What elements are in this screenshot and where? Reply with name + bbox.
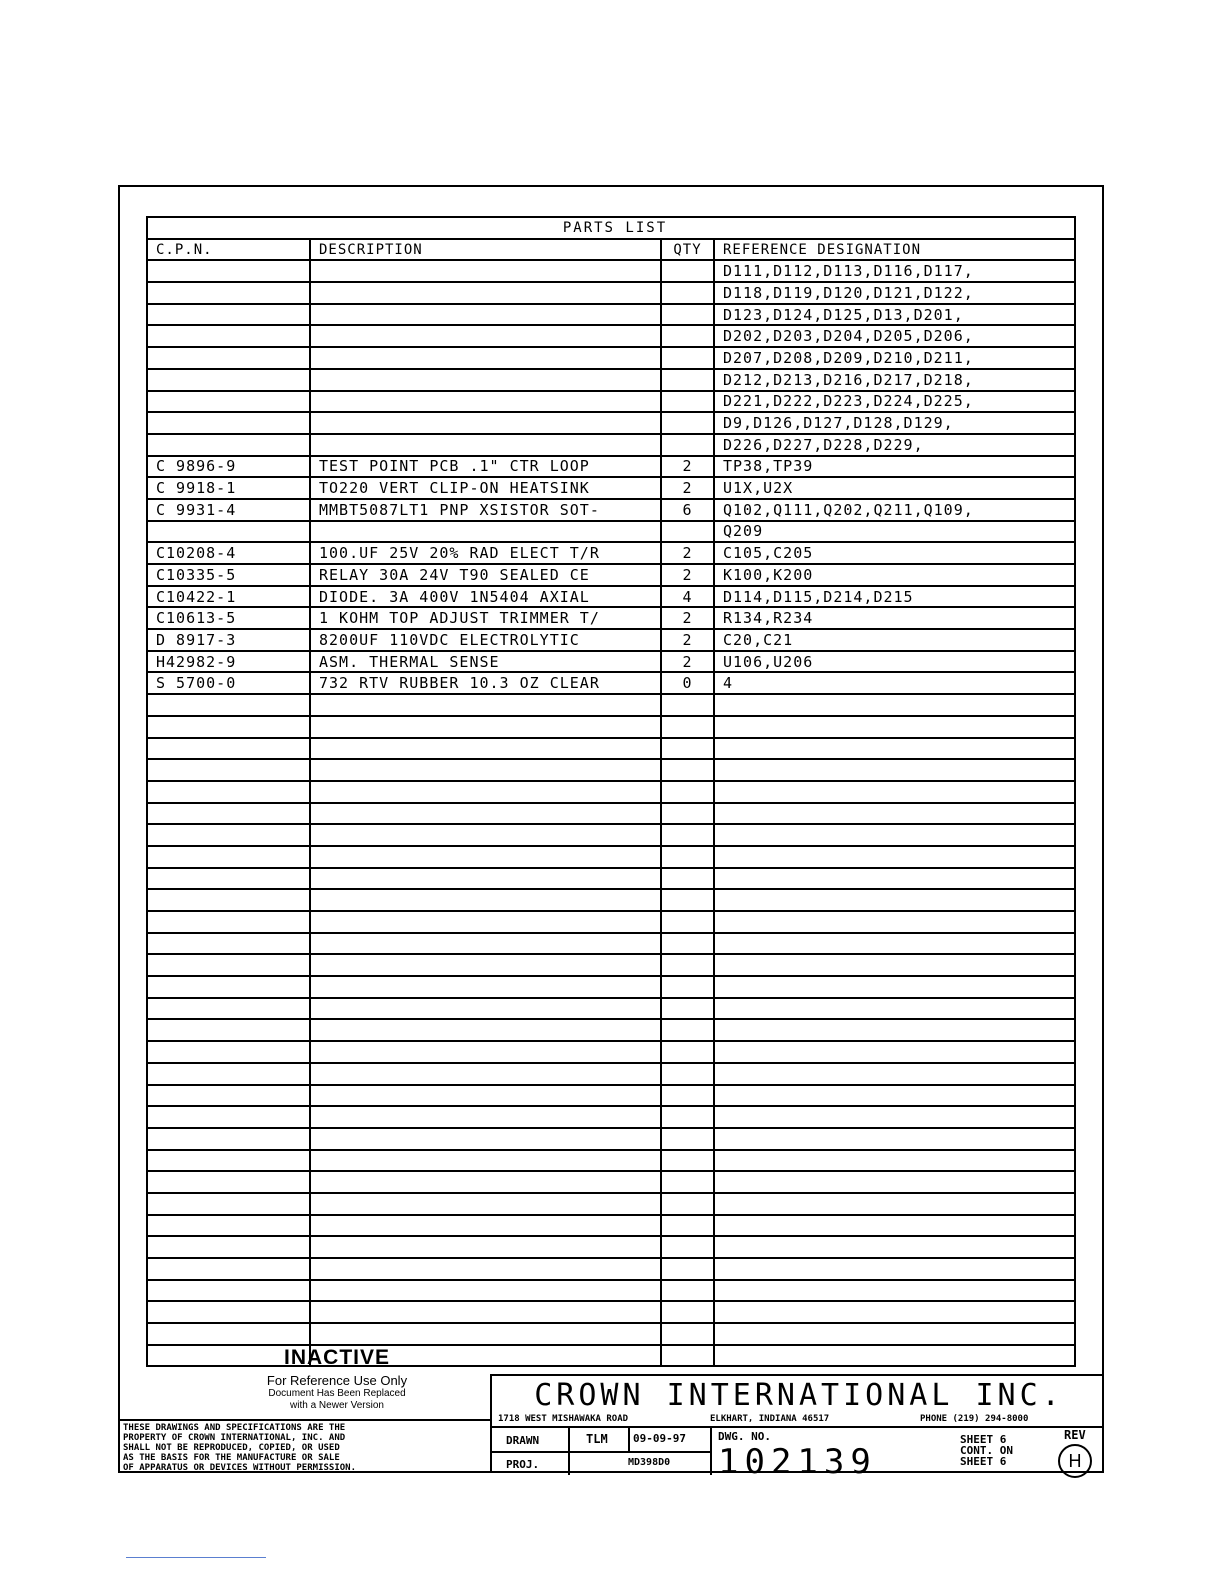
empty-cell bbox=[310, 889, 661, 911]
empty-table-row bbox=[147, 716, 1075, 738]
cell-qty bbox=[661, 434, 714, 456]
table-row bbox=[147, 434, 1075, 456]
empty-table-row bbox=[147, 1301, 1075, 1323]
table-row bbox=[147, 586, 1075, 608]
cell-qty: 2 bbox=[661, 651, 714, 673]
cell-reference: D9,D126,D127,D128,D129, bbox=[714, 412, 1075, 434]
empty-cell bbox=[310, 1041, 661, 1063]
rev-label: REV bbox=[1064, 1428, 1086, 1442]
empty-cell bbox=[714, 998, 1075, 1020]
drawn-by-cell bbox=[570, 1428, 630, 1452]
cell-description: 732 RTV RUBBER 10.3 OZ CLEAR bbox=[310, 672, 661, 694]
empty-cell bbox=[310, 846, 661, 868]
empty-cell bbox=[147, 738, 310, 760]
empty-cell bbox=[661, 954, 714, 976]
title-block-grid bbox=[490, 1426, 1104, 1482]
empty-cell bbox=[661, 1345, 714, 1367]
empty-table-row bbox=[147, 846, 1075, 868]
empty-cell bbox=[714, 1301, 1075, 1323]
empty-table-row bbox=[147, 824, 1075, 846]
drawn-label: DRAWN bbox=[506, 1434, 540, 1447]
empty-cell bbox=[147, 1085, 310, 1107]
empty-table-row bbox=[147, 868, 1075, 890]
cell-description bbox=[310, 412, 661, 434]
cell-cpn: C10422-1 bbox=[147, 586, 310, 608]
empty-cell bbox=[661, 803, 714, 825]
empty-cell bbox=[661, 1193, 714, 1215]
cell-qty bbox=[661, 325, 714, 347]
cell-reference: U1X,U2X bbox=[714, 477, 1075, 499]
cell-cpn bbox=[147, 412, 310, 434]
cell-description bbox=[310, 260, 661, 282]
empty-table-row bbox=[147, 1106, 1075, 1128]
cell-description bbox=[310, 434, 661, 456]
empty-cell bbox=[310, 1280, 661, 1302]
cell-cpn: D 8917-3 bbox=[147, 629, 310, 651]
cell-cpn: C 9896-9 bbox=[147, 456, 310, 478]
cell-cpn bbox=[147, 325, 310, 347]
footer-rule bbox=[126, 1557, 266, 1558]
empty-cell bbox=[310, 933, 661, 955]
empty-cell bbox=[714, 1041, 1075, 1063]
cell-cpn: C10335-5 bbox=[147, 564, 310, 586]
table-row bbox=[147, 629, 1075, 651]
empty-cell bbox=[310, 1150, 661, 1172]
company-street: 1718 WEST MISHAWAKA ROAD bbox=[498, 1414, 629, 1424]
table-row bbox=[147, 282, 1075, 304]
empty-cell bbox=[661, 911, 714, 933]
empty-table-row bbox=[147, 738, 1075, 760]
empty-cell bbox=[310, 1063, 661, 1085]
empty-cell bbox=[310, 1236, 661, 1258]
cell-cpn bbox=[147, 260, 310, 282]
company-name: CROWN INTERNATIONAL INC. bbox=[534, 1378, 1064, 1413]
empty-cell bbox=[661, 1236, 714, 1258]
header-description: DESCRIPTION bbox=[310, 239, 661, 261]
proj-label: PROJ. bbox=[506, 1458, 540, 1471]
cell-cpn: S 5700-0 bbox=[147, 672, 310, 694]
empty-table-row bbox=[147, 781, 1075, 803]
empty-table-row bbox=[147, 1215, 1075, 1237]
empty-table-row bbox=[147, 1258, 1075, 1280]
empty-cell bbox=[147, 1128, 310, 1150]
empty-cell bbox=[310, 1019, 661, 1041]
table-row bbox=[147, 542, 1075, 564]
empty-table-row bbox=[147, 889, 1075, 911]
cell-reference: D123,D124,D125,D13,D201, bbox=[714, 304, 1075, 326]
empty-cell bbox=[310, 738, 661, 760]
empty-cell bbox=[661, 933, 714, 955]
empty-cell bbox=[714, 1019, 1075, 1041]
cell-qty: 2 bbox=[661, 629, 714, 651]
table-row bbox=[147, 456, 1075, 478]
empty-cell bbox=[714, 694, 1075, 716]
empty-cell bbox=[714, 1215, 1075, 1237]
cell-qty bbox=[661, 282, 714, 304]
empty-cell bbox=[147, 716, 310, 738]
cell-reference: U106,U206 bbox=[714, 651, 1075, 673]
empty-table-row bbox=[147, 694, 1075, 716]
notice-line: PROPERTY OF CROWN INTERNATIONAL, INC. AND bbox=[123, 1433, 346, 1443]
empty-cell bbox=[661, 868, 714, 890]
empty-cell bbox=[147, 1041, 310, 1063]
empty-cell bbox=[147, 933, 310, 955]
cell-qty bbox=[661, 304, 714, 326]
cell-description: MMBT5087LT1 PNP XSISTOR SOT- bbox=[310, 499, 661, 521]
cell-description bbox=[310, 347, 661, 369]
empty-cell bbox=[661, 1301, 714, 1323]
empty-cell bbox=[661, 1019, 714, 1041]
empty-cell bbox=[310, 1085, 661, 1107]
empty-cell bbox=[661, 889, 714, 911]
empty-cell bbox=[661, 1280, 714, 1302]
empty-table-row bbox=[147, 759, 1075, 781]
cell-reference: D118,D119,D120,D121,D122, bbox=[714, 282, 1075, 304]
empty-cell bbox=[147, 759, 310, 781]
table-row bbox=[147, 260, 1075, 282]
cell-reference: D226,D227,D228,D229, bbox=[714, 434, 1075, 456]
empty-cell bbox=[310, 976, 661, 998]
drawing-number: 102139 bbox=[718, 1442, 877, 1482]
sheet-line: SHEET 6 bbox=[960, 1455, 1007, 1468]
header-reference: REFERENCE DESIGNATION bbox=[714, 239, 1075, 261]
cell-reference: TP38,TP39 bbox=[714, 456, 1075, 478]
cell-cpn bbox=[147, 521, 310, 543]
empty-cell bbox=[714, 846, 1075, 868]
cell-description bbox=[310, 304, 661, 326]
empty-cell bbox=[147, 1171, 310, 1193]
cell-reference: R134,R234 bbox=[714, 607, 1075, 629]
empty-table-row bbox=[147, 1280, 1075, 1302]
cell-reference: D207,D208,D209,D210,D211, bbox=[714, 347, 1075, 369]
empty-cell bbox=[310, 1323, 661, 1345]
cell-reference: C105,C205 bbox=[714, 542, 1075, 564]
inactive-label: INACTIVE bbox=[283, 1346, 390, 1369]
notice-line: THESE DRAWINGS AND SPECIFICATIONS ARE THE bbox=[123, 1423, 346, 1433]
empty-cell bbox=[147, 1106, 310, 1128]
cell-cpn bbox=[147, 347, 310, 369]
cell-reference: D111,D112,D113,D116,D117, bbox=[714, 260, 1075, 282]
cell-description: DIODE. 3A 400V 1N5404 AXIAL bbox=[310, 586, 661, 608]
cell-reference: K100,K200 bbox=[714, 564, 1075, 586]
cell-qty bbox=[661, 260, 714, 282]
cell-qty bbox=[661, 347, 714, 369]
cell-reference: 4 bbox=[714, 672, 1075, 694]
empty-cell bbox=[714, 1193, 1075, 1215]
empty-cell bbox=[661, 1106, 714, 1128]
empty-cell bbox=[310, 1171, 661, 1193]
sheet-line: SHEET 6 bbox=[960, 1433, 1007, 1446]
empty-cell bbox=[714, 759, 1075, 781]
empty-cell bbox=[714, 954, 1075, 976]
cell-reference: D202,D203,D204,D205,D206, bbox=[714, 325, 1075, 347]
empty-cell bbox=[147, 911, 310, 933]
empty-table-row bbox=[147, 1019, 1075, 1041]
empty-cell bbox=[661, 1215, 714, 1237]
replaced-text-1: Document Has Been Replaced bbox=[268, 1388, 406, 1399]
empty-cell bbox=[661, 1150, 714, 1172]
empty-cell bbox=[661, 1041, 714, 1063]
cell-description bbox=[310, 391, 661, 413]
cell-cpn: C10613-5 bbox=[147, 607, 310, 629]
table-row bbox=[147, 672, 1075, 694]
title-block bbox=[490, 1374, 1104, 1482]
cell-qty bbox=[661, 521, 714, 543]
table-row bbox=[147, 651, 1075, 673]
empty-cell bbox=[661, 1128, 714, 1150]
cell-qty: 2 bbox=[661, 456, 714, 478]
empty-cell bbox=[310, 716, 661, 738]
empty-cell bbox=[147, 824, 310, 846]
cell-description: ASM. THERMAL SENSE bbox=[310, 651, 661, 673]
cell-description: TEST POINT PCB .1" CTR LOOP bbox=[310, 456, 661, 478]
empty-cell bbox=[661, 998, 714, 1020]
table-row bbox=[147, 347, 1075, 369]
empty-table-row bbox=[147, 1150, 1075, 1172]
empty-cell bbox=[310, 694, 661, 716]
cell-description: 100.UF 25V 20% RAD ELECT T/R bbox=[310, 542, 661, 564]
cell-cpn bbox=[147, 391, 310, 413]
empty-cell bbox=[310, 759, 661, 781]
cell-qty: 6 bbox=[661, 499, 714, 521]
empty-cell bbox=[661, 781, 714, 803]
empty-cell bbox=[147, 1258, 310, 1280]
empty-cell bbox=[714, 1128, 1075, 1150]
empty-cell bbox=[714, 889, 1075, 911]
cell-cpn: C 9918-1 bbox=[147, 477, 310, 499]
table-row bbox=[147, 607, 1075, 629]
empty-cell bbox=[661, 738, 714, 760]
empty-cell bbox=[714, 1063, 1075, 1085]
empty-cell bbox=[661, 976, 714, 998]
cell-qty bbox=[661, 412, 714, 434]
empty-cell bbox=[714, 1085, 1075, 1107]
cell-reference: Q209 bbox=[714, 521, 1075, 543]
empty-table-row bbox=[147, 933, 1075, 955]
empty-cell bbox=[310, 911, 661, 933]
parts-list-title-row bbox=[147, 217, 1075, 239]
empty-table-row bbox=[147, 911, 1075, 933]
cell-qty bbox=[661, 369, 714, 391]
empty-cell bbox=[714, 1106, 1075, 1128]
empty-table-row bbox=[147, 1085, 1075, 1107]
table-row bbox=[147, 369, 1075, 391]
empty-cell bbox=[714, 824, 1075, 846]
sheet-line: CONT. ON bbox=[960, 1444, 1013, 1457]
empty-cell bbox=[147, 868, 310, 890]
empty-table-row bbox=[147, 1063, 1075, 1085]
empty-cell bbox=[714, 1258, 1075, 1280]
empty-cell bbox=[714, 781, 1075, 803]
empty-cell bbox=[661, 846, 714, 868]
cell-qty bbox=[661, 391, 714, 413]
cell-cpn: H42982-9 bbox=[147, 651, 310, 673]
empty-table-row bbox=[147, 1128, 1075, 1150]
notice-line: OF APPARATUS OR DEVICES WITHOUT PERMISSION. bbox=[123, 1463, 356, 1473]
empty-table-row bbox=[147, 954, 1075, 976]
empty-cell bbox=[147, 1150, 310, 1172]
empty-cell bbox=[310, 998, 661, 1020]
empty-cell bbox=[714, 1323, 1075, 1345]
empty-cell bbox=[310, 1193, 661, 1215]
table-row bbox=[147, 564, 1075, 586]
empty-cell bbox=[310, 868, 661, 890]
table-row bbox=[147, 412, 1075, 434]
empty-cell bbox=[714, 976, 1075, 998]
cell-qty: 2 bbox=[661, 607, 714, 629]
empty-cell bbox=[310, 954, 661, 976]
cell-reference: D114,D115,D214,D215 bbox=[714, 586, 1075, 608]
cell-description bbox=[310, 282, 661, 304]
empty-cell bbox=[310, 824, 661, 846]
cell-cpn: C 9931-4 bbox=[147, 499, 310, 521]
cell-description bbox=[310, 325, 661, 347]
empty-cell bbox=[147, 846, 310, 868]
empty-cell bbox=[147, 1215, 310, 1237]
empty-cell bbox=[714, 911, 1075, 933]
table-row bbox=[147, 325, 1075, 347]
revision-letter: H bbox=[1058, 1444, 1092, 1478]
empty-cell bbox=[310, 781, 661, 803]
empty-table-row bbox=[147, 1193, 1075, 1215]
cell-qty: 2 bbox=[661, 477, 714, 499]
header-cpn: C.P.N. bbox=[147, 239, 310, 261]
empty-cell bbox=[661, 1323, 714, 1345]
company-phone: PHONE (219) 294-8000 bbox=[920, 1414, 1029, 1424]
parts-list-header-row bbox=[147, 239, 1075, 261]
empty-cell bbox=[147, 1063, 310, 1085]
dwg-no-label: DWG. NO. bbox=[718, 1430, 771, 1443]
cell-cpn bbox=[147, 369, 310, 391]
sheet-info bbox=[960, 1434, 1013, 1467]
cell-cpn bbox=[147, 282, 310, 304]
table-row bbox=[147, 477, 1075, 499]
cell-reference: C20,C21 bbox=[714, 629, 1075, 651]
empty-cell bbox=[714, 868, 1075, 890]
table-row bbox=[147, 521, 1075, 543]
empty-cell bbox=[147, 1301, 310, 1323]
empty-table-row bbox=[147, 1236, 1075, 1258]
inactive-stamp bbox=[252, 1346, 422, 1412]
table-row bbox=[147, 304, 1075, 326]
empty-cell bbox=[147, 998, 310, 1020]
empty-cell bbox=[310, 1128, 661, 1150]
empty-cell bbox=[147, 1193, 310, 1215]
cell-cpn bbox=[147, 304, 310, 326]
empty-cell bbox=[661, 1171, 714, 1193]
empty-cell bbox=[661, 1063, 714, 1085]
empty-cell bbox=[714, 933, 1075, 955]
empty-table-row bbox=[147, 803, 1075, 825]
empty-table-row bbox=[147, 998, 1075, 1020]
empty-cell bbox=[310, 1258, 661, 1280]
cell-description: 8200UF 110VDC ELECTROLYTIC bbox=[310, 629, 661, 651]
empty-cell bbox=[714, 738, 1075, 760]
empty-cell bbox=[714, 1171, 1075, 1193]
cell-reference: Q102,Q111,Q202,Q211,Q109, bbox=[714, 499, 1075, 521]
cell-qty: 0 bbox=[661, 672, 714, 694]
cell-qty: 2 bbox=[661, 564, 714, 586]
table-row bbox=[147, 499, 1075, 521]
empty-table-row bbox=[147, 1171, 1075, 1193]
drawn-date-cell bbox=[630, 1428, 712, 1452]
notice-line: SHALL NOT BE REPRODUCED, COPIED, OR USED bbox=[123, 1443, 340, 1453]
empty-cell bbox=[147, 889, 310, 911]
cell-description: RELAY 30A 24V T90 SEALED CE bbox=[310, 564, 661, 586]
empty-cell bbox=[661, 824, 714, 846]
empty-cell bbox=[147, 1323, 310, 1345]
empty-cell bbox=[661, 1258, 714, 1280]
parts-list-table bbox=[146, 216, 1076, 1367]
empty-table-row bbox=[147, 1041, 1075, 1063]
empty-cell bbox=[147, 803, 310, 825]
empty-cell bbox=[310, 803, 661, 825]
empty-cell bbox=[661, 694, 714, 716]
empty-cell bbox=[147, 954, 310, 976]
empty-cell bbox=[714, 1236, 1075, 1258]
cell-reference: D221,D222,D223,D224,D225, bbox=[714, 391, 1075, 413]
proj-cell bbox=[570, 1452, 712, 1475]
company-city: ELKHART, INDIANA 46517 bbox=[710, 1414, 830, 1424]
cell-reference: D212,D213,D216,D217,D218, bbox=[714, 369, 1075, 391]
cell-cpn bbox=[147, 434, 310, 456]
empty-table-row bbox=[147, 976, 1075, 998]
empty-cell bbox=[147, 1236, 310, 1258]
table-row bbox=[147, 391, 1075, 413]
empty-cell bbox=[147, 1280, 310, 1302]
cell-description: TO220 VERT CLIP-ON HEATSINK bbox=[310, 477, 661, 499]
empty-cell bbox=[661, 716, 714, 738]
empty-cell bbox=[310, 1301, 661, 1323]
empty-cell bbox=[147, 976, 310, 998]
empty-cell bbox=[661, 759, 714, 781]
empty-cell bbox=[147, 694, 310, 716]
empty-table-row bbox=[147, 1323, 1075, 1345]
empty-cell bbox=[714, 803, 1075, 825]
drawn-by: TLM bbox=[586, 1432, 608, 1446]
parts-list-title: PARTS LIST bbox=[147, 217, 1075, 239]
empty-cell bbox=[714, 1280, 1075, 1302]
replaced-text-2: with a Newer Version bbox=[290, 1400, 384, 1411]
proj-number: MD398D0 bbox=[628, 1457, 671, 1468]
reference-use-text: For Reference Use Only bbox=[266, 1373, 408, 1388]
empty-cell bbox=[714, 1345, 1075, 1367]
cell-description bbox=[310, 369, 661, 391]
drawn-date: 09-09-97 bbox=[633, 1432, 686, 1445]
empty-cell bbox=[661, 1085, 714, 1107]
empty-cell bbox=[147, 781, 310, 803]
empty-cell bbox=[714, 716, 1075, 738]
notice-line: AS THE BASIS FOR THE MANUFACTURE OR SALE bbox=[123, 1453, 340, 1463]
empty-cell bbox=[310, 1215, 661, 1237]
cell-qty: 4 bbox=[661, 586, 714, 608]
title-block-divider bbox=[490, 1451, 712, 1453]
empty-cell bbox=[147, 1019, 310, 1041]
cell-description: 1 KOHM TOP ADJUST TRIMMER T/ bbox=[310, 607, 661, 629]
header-qty: QTY bbox=[661, 239, 714, 261]
proprietary-notice bbox=[120, 1419, 492, 1471]
empty-cell bbox=[310, 1106, 661, 1128]
cell-qty: 2 bbox=[661, 542, 714, 564]
cell-cpn: C10208-4 bbox=[147, 542, 310, 564]
empty-cell bbox=[714, 1150, 1075, 1172]
cell-description bbox=[310, 521, 661, 543]
